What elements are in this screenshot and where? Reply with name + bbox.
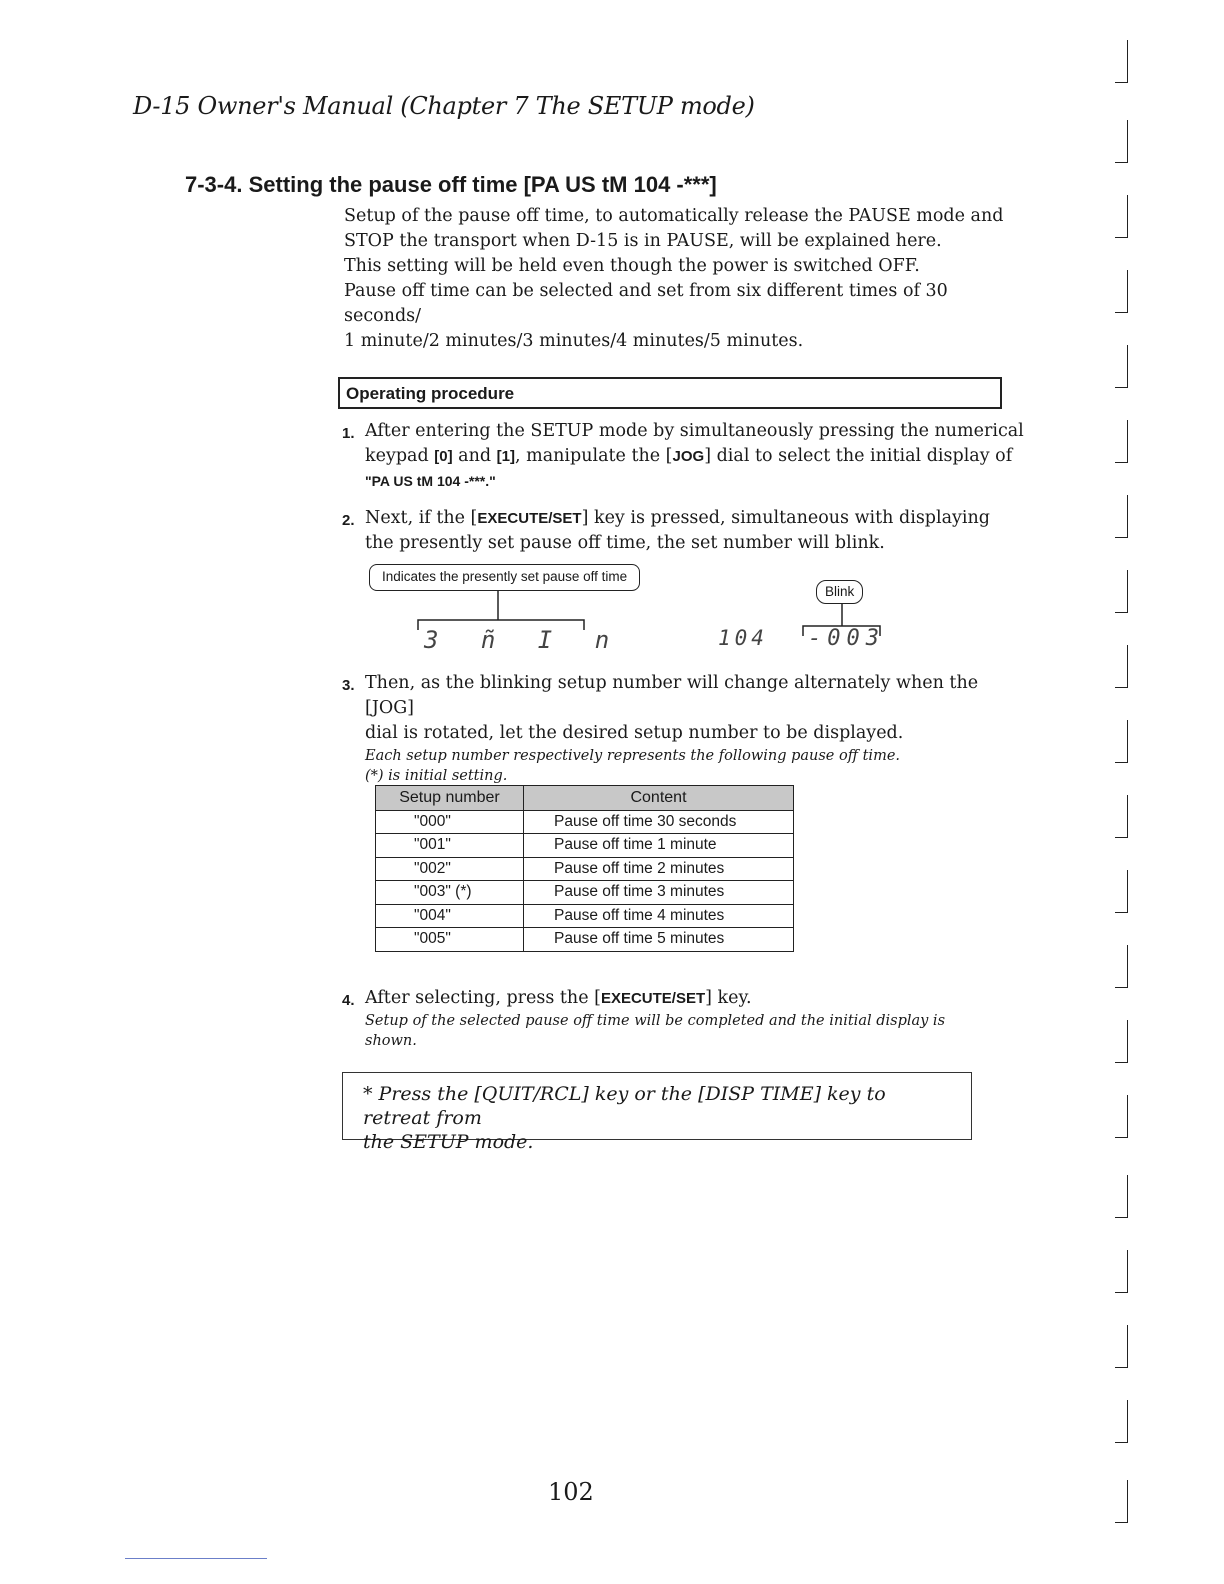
binding-tick xyxy=(1115,1480,1128,1523)
intro-line: 1 minute/2 minutes/3 minutes/4 minutes/5 minutes. xyxy=(344,331,804,351)
step-line: the presently set pause off time, the set number will blink. xyxy=(365,533,885,553)
section-title: 7-3-4. Setting the pause off time [PA US tM 104 -***] xyxy=(185,172,717,197)
table-row xyxy=(376,810,794,834)
table-row xyxy=(376,928,794,952)
binding-tick xyxy=(1115,120,1128,163)
content-cell: Pause off time 3 minutes xyxy=(524,881,794,905)
step-line: keypad [0] and [1], manipulate the [JOG] dial to select the initial display of xyxy=(365,446,1013,466)
binding-tick xyxy=(1115,945,1128,988)
step-line: After selecting, press the [EXECUTE/SET] key. xyxy=(365,988,752,1008)
step-line: "PA US tM 104 -***." xyxy=(365,473,496,489)
binding-tick xyxy=(1115,1400,1128,1443)
table-row xyxy=(376,857,794,881)
callout-presently-set: Indicates the presently set pause off time xyxy=(369,564,640,591)
binding-tick xyxy=(1115,1020,1128,1063)
setup-number-cell: "005" xyxy=(376,928,524,952)
bottom-rule xyxy=(125,1558,267,1559)
step-note: Each setup number respectively represents the following pause off time. xyxy=(365,748,901,764)
binding-tick xyxy=(1115,495,1128,538)
setup-number-cell: "002" xyxy=(376,857,524,881)
step-line: Then, as the blinking setup number will change alternately when the [JOG] xyxy=(365,673,979,718)
step-number: 1. xyxy=(342,425,355,442)
table-row xyxy=(376,904,794,928)
binding-tick xyxy=(1115,345,1128,388)
callout-blink: Blink xyxy=(816,580,863,604)
intro-paragraph xyxy=(344,204,1024,354)
step-line: Next, if the [EXECUTE/SET] key is pressed, simultaneous with displaying xyxy=(365,508,990,528)
step-line: dial is rotated, let the desired setup number to be displayed. xyxy=(365,723,904,743)
binding-tick xyxy=(1115,720,1128,763)
binding-tick xyxy=(1115,270,1128,313)
table-row xyxy=(376,834,794,858)
display-setup-id: 104 xyxy=(718,626,768,650)
note-line: the SETUP mode. xyxy=(363,1131,534,1153)
setup-number-cell: "001" xyxy=(376,834,524,858)
intro-line: Pause off time can be selected and set from six different times of 30 seconds/ xyxy=(344,281,948,326)
binding-tick xyxy=(1115,645,1128,688)
setup-number-cell: "000" xyxy=(376,810,524,834)
step-line: After entering the SETUP mode by simultaneously pressing the numerical xyxy=(365,421,1024,441)
step-note: Setup of the selected pause off time will be completed and the initial display is xyxy=(365,1013,946,1029)
content-cell: Pause off time 1 minute xyxy=(524,834,794,858)
step-number: 4. xyxy=(342,992,355,1009)
column-header-setup-number: Setup number xyxy=(376,786,524,811)
setup-number-cell: "003" (*) xyxy=(376,881,524,905)
intro-line: STOP the transport when D-15 is in PAUSE, will be explained here. xyxy=(344,231,942,251)
setup-number-table xyxy=(375,785,794,952)
table-row xyxy=(376,881,794,905)
intro-line: This setting will be held even though the power is switched OFF. xyxy=(344,256,920,276)
content-cell: Pause off time 5 minutes xyxy=(524,928,794,952)
table-header-row xyxy=(376,786,794,811)
binding-tick xyxy=(1115,1325,1128,1368)
column-header-content: Content xyxy=(524,786,794,811)
page-header: D-15 Owner's Manual (Chapter 7 The SETUP mode) xyxy=(133,92,755,120)
content-cell: Pause off time 30 seconds xyxy=(524,810,794,834)
step-note: shown. xyxy=(365,1033,417,1049)
binding-tick xyxy=(1115,570,1128,613)
binding-tick xyxy=(1115,420,1128,463)
step-number: 2. xyxy=(342,512,355,529)
note-line: * Press the [QUIT/RCL] key or the [DISP TIME] key to retreat from xyxy=(363,1083,886,1129)
binding-tick xyxy=(1115,40,1128,83)
binding-tick xyxy=(1115,870,1128,913)
retreat-note-box xyxy=(342,1072,972,1153)
step-note: (*) is initial setting. xyxy=(365,768,508,784)
operating-procedure-heading: Operating procedure xyxy=(338,377,1002,409)
display-blink-value: -003 xyxy=(808,626,885,651)
intro-line: Setup of the pause off time, to automatically release the PAUSE mode and xyxy=(344,206,1004,226)
binding-tick xyxy=(1115,1175,1128,1218)
binding-tick xyxy=(1115,1095,1128,1138)
binding-tick xyxy=(1115,1250,1128,1293)
display-left-segment: 3 ñ I n xyxy=(424,626,624,654)
content-cell: Pause off time 4 minutes xyxy=(524,904,794,928)
page-number: 102 xyxy=(548,1478,594,1506)
step-number: 3. xyxy=(342,677,355,694)
setup-number-cell: "004" xyxy=(376,904,524,928)
binding-tick xyxy=(1115,195,1128,238)
binding-tick xyxy=(1115,795,1128,838)
content-cell: Pause off time 2 minutes xyxy=(524,857,794,881)
